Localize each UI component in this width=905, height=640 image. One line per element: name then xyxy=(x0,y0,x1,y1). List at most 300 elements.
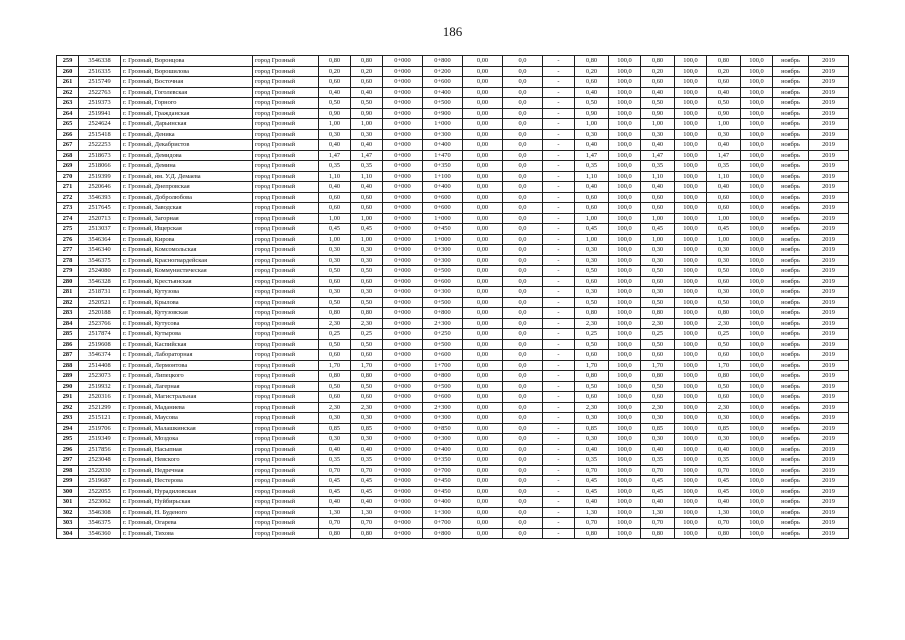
table-cell: 0,45 xyxy=(575,224,609,235)
table-cell: 0,0 xyxy=(503,182,543,193)
table-cell: 0+800 xyxy=(423,56,463,67)
table-cell: 100,0 xyxy=(609,119,641,130)
table-cell: 0+700 xyxy=(423,518,463,529)
table-cell: 2523062 xyxy=(79,497,121,508)
table-cell: 2019 xyxy=(809,329,849,340)
table-cell: г. Грозный, Кутузовская xyxy=(121,308,253,319)
table-cell: 2,30 xyxy=(707,402,741,413)
table-cell: город Грозный xyxy=(253,245,319,256)
table-cell: 100,0 xyxy=(675,224,707,235)
table-cell: 0+300 xyxy=(423,434,463,445)
table-cell: 0,00 xyxy=(463,234,503,245)
table-cell: 0,0 xyxy=(503,108,543,119)
table-cell: 0+000 xyxy=(383,392,423,403)
table-cell: 100,0 xyxy=(675,392,707,403)
table-cell: 0,00 xyxy=(463,255,503,266)
table-cell: 1,30 xyxy=(707,507,741,518)
table-cell: 2019 xyxy=(809,276,849,287)
table-cell: 268 xyxy=(57,150,79,161)
table-cell: г. Грозный, Маусова xyxy=(121,413,253,424)
table-cell: 100,0 xyxy=(741,129,773,140)
table-cell: 100,0 xyxy=(741,171,773,182)
table-row xyxy=(57,308,849,319)
table-cell: город Грозный xyxy=(253,182,319,193)
table-cell: 2019 xyxy=(809,465,849,476)
table-cell: г. Грозный, Днепровская xyxy=(121,182,253,193)
table-cell: 100,0 xyxy=(675,119,707,130)
table-cell: 100,0 xyxy=(609,360,641,371)
table-cell: 0,30 xyxy=(575,413,609,424)
table-cell: - xyxy=(543,182,575,193)
table-cell: 100,0 xyxy=(609,329,641,340)
table-cell: 300 xyxy=(57,486,79,497)
table-cell: 270 xyxy=(57,171,79,182)
table-cell: город Грозный xyxy=(253,434,319,445)
table-cell: 0,45 xyxy=(351,224,383,235)
table-cell: 100,0 xyxy=(741,287,773,298)
table-cell: 0,00 xyxy=(463,87,503,98)
table-cell: - xyxy=(543,108,575,119)
table-cell: 0,80 xyxy=(351,308,383,319)
table-cell: г. Грозный, Загорная xyxy=(121,213,253,224)
table-row xyxy=(57,203,849,214)
table-cell: 0,60 xyxy=(319,192,351,203)
table-cell: 0,40 xyxy=(707,444,741,455)
table-row xyxy=(57,318,849,329)
table-cell: 0+300 xyxy=(423,255,463,266)
table-cell: ноябрь xyxy=(773,518,809,529)
table-cell: 0,00 xyxy=(463,140,503,151)
table-cell: город Грозный xyxy=(253,161,319,172)
table-cell: 0+350 xyxy=(423,455,463,466)
table-cell: 0+000 xyxy=(383,497,423,508)
table-cell: 0,00 xyxy=(463,276,503,287)
table-cell: - xyxy=(543,444,575,455)
table-cell: 0+450 xyxy=(423,476,463,487)
table-cell: 100,0 xyxy=(609,234,641,245)
table-cell: 2019 xyxy=(809,402,849,413)
table-cell: 0,80 xyxy=(351,371,383,382)
table-cell: 292 xyxy=(57,402,79,413)
table-cell: г. Грозный, Воронцова xyxy=(121,56,253,67)
table-cell: 0,50 xyxy=(707,266,741,277)
table-cell: 0,80 xyxy=(641,56,675,67)
table-cell: 0+450 xyxy=(423,224,463,235)
table-cell: 0,40 xyxy=(319,182,351,193)
table-cell: 2520713 xyxy=(79,213,121,224)
table-cell: 0+800 xyxy=(423,371,463,382)
table-cell: - xyxy=(543,297,575,308)
table-cell: 0,50 xyxy=(707,381,741,392)
table-cell: 100,0 xyxy=(675,518,707,529)
table-cell: 100,0 xyxy=(741,87,773,98)
table-cell: 2514408 xyxy=(79,360,121,371)
table-cell: 0+000 xyxy=(383,276,423,287)
table-cell: 0,60 xyxy=(707,203,741,214)
table-cell: 0,30 xyxy=(575,245,609,256)
table-cell: ноябрь xyxy=(773,56,809,67)
table-cell: 0,80 xyxy=(319,371,351,382)
table-cell: 100,0 xyxy=(609,224,641,235)
table-cell: 100,0 xyxy=(609,150,641,161)
table-cell: 0,60 xyxy=(641,276,675,287)
table-cell: 100,0 xyxy=(609,518,641,529)
table-cell: 1,00 xyxy=(575,234,609,245)
table-cell: 0,80 xyxy=(319,56,351,67)
table-cell: г. Грозный, Лагерная xyxy=(121,381,253,392)
table-cell: - xyxy=(543,392,575,403)
table-cell: - xyxy=(543,528,575,539)
table-cell: 2019 xyxy=(809,350,849,361)
table-cell: 0,70 xyxy=(351,465,383,476)
table-cell: г. Грозный, Декабристов xyxy=(121,140,253,151)
table-cell: 100,0 xyxy=(741,150,773,161)
table-cell: 100,0 xyxy=(741,297,773,308)
table-cell: 0,70 xyxy=(319,518,351,529)
table-cell: 0,30 xyxy=(351,413,383,424)
table-row xyxy=(57,402,849,413)
table-cell: 0,00 xyxy=(463,297,503,308)
table-cell: 2019 xyxy=(809,150,849,161)
table-cell: 2019 xyxy=(809,182,849,193)
table-cell: 0,0 xyxy=(503,476,543,487)
table-cell: город Грозный xyxy=(253,192,319,203)
table-cell: 0,0 xyxy=(503,297,543,308)
table-cell: - xyxy=(543,77,575,88)
table-cell: 0,60 xyxy=(575,203,609,214)
table-cell: город Грозный xyxy=(253,381,319,392)
table-cell: 100,0 xyxy=(609,413,641,424)
table-cell: - xyxy=(543,98,575,109)
table-cell: 100,0 xyxy=(675,287,707,298)
table-cell: 1,00 xyxy=(575,119,609,130)
table-cell: 2516335 xyxy=(79,66,121,77)
table-cell: 0+000 xyxy=(383,129,423,140)
table-row xyxy=(57,266,849,277)
table-cell: 0,25 xyxy=(319,329,351,340)
table-cell: 100,0 xyxy=(609,192,641,203)
table-cell: 100,0 xyxy=(609,297,641,308)
table-cell: 298 xyxy=(57,465,79,476)
table-cell: 0,45 xyxy=(575,476,609,487)
table-cell: город Грозный xyxy=(253,77,319,88)
table-cell: 1,00 xyxy=(641,234,675,245)
table-cell: город Грозный xyxy=(253,224,319,235)
table-cell: 0+000 xyxy=(383,255,423,266)
table-cell: 0,30 xyxy=(319,129,351,140)
table-cell: 0,00 xyxy=(463,339,503,350)
table-cell: ноябрь xyxy=(773,224,809,235)
table-cell: 275 xyxy=(57,224,79,235)
table-cell: 0,80 xyxy=(319,308,351,319)
table-cell: 0+000 xyxy=(383,87,423,98)
table-cell: 279 xyxy=(57,266,79,277)
table-cell: 0+800 xyxy=(423,528,463,539)
table-cell: 0,30 xyxy=(575,255,609,266)
table-cell: 0,60 xyxy=(707,392,741,403)
table-cell: 2019 xyxy=(809,528,849,539)
table-cell: 0,80 xyxy=(351,56,383,67)
table-cell: 2019 xyxy=(809,497,849,508)
table-cell: 2,30 xyxy=(319,318,351,329)
table-cell: 0,30 xyxy=(319,255,351,266)
table-cell: 0+350 xyxy=(423,161,463,172)
table-cell: 0+000 xyxy=(383,371,423,382)
table-cell: 2519941 xyxy=(79,108,121,119)
table-cell: 0,00 xyxy=(463,266,503,277)
table-cell: - xyxy=(543,213,575,224)
table-cell: - xyxy=(543,150,575,161)
table-cell: город Грозный xyxy=(253,287,319,298)
table-cell: 0,60 xyxy=(641,77,675,88)
table-cell: 0,85 xyxy=(707,423,741,434)
table-cell: 100,0 xyxy=(675,528,707,539)
table-cell: 299 xyxy=(57,476,79,487)
table-cell: 0+000 xyxy=(383,234,423,245)
table-cell: ноябрь xyxy=(773,465,809,476)
table-cell: - xyxy=(543,224,575,235)
table-cell: 2019 xyxy=(809,108,849,119)
table-cell: ноябрь xyxy=(773,276,809,287)
table-row xyxy=(57,140,849,151)
table-cell: г. Грозный, Дарьинская xyxy=(121,119,253,130)
table-cell: 0,30 xyxy=(351,129,383,140)
table-cell: 0,00 xyxy=(463,402,503,413)
table-cell: 0,60 xyxy=(641,203,675,214)
table-cell: город Грозный xyxy=(253,413,319,424)
table-cell: 0,50 xyxy=(575,297,609,308)
table-cell: 0+000 xyxy=(383,224,423,235)
table-cell: 100,0 xyxy=(609,266,641,277)
table-cell: 0,0 xyxy=(503,213,543,224)
table-cell: 100,0 xyxy=(609,455,641,466)
table-cell: 0,30 xyxy=(351,434,383,445)
table-cell: 1,10 xyxy=(351,171,383,182)
table-cell: г. Грозный, Маданиева xyxy=(121,402,253,413)
table-cell: 296 xyxy=(57,444,79,455)
table-row xyxy=(57,507,849,518)
table-cell: 100,0 xyxy=(675,150,707,161)
table-cell: 0,0 xyxy=(503,434,543,445)
table-cell: 0,40 xyxy=(641,444,675,455)
table-cell: 100,0 xyxy=(741,497,773,508)
table-cell: 2522253 xyxy=(79,140,121,151)
table-cell: город Грозный xyxy=(253,66,319,77)
table-cell: 0,45 xyxy=(641,224,675,235)
table-row xyxy=(57,98,849,109)
table-cell: 0,20 xyxy=(351,66,383,77)
table-row xyxy=(57,66,849,77)
table-cell: 0,40 xyxy=(319,444,351,455)
table-cell: ноябрь xyxy=(773,203,809,214)
table-cell: 2019 xyxy=(809,413,849,424)
table-cell: 1,30 xyxy=(319,507,351,518)
table-cell: 100,0 xyxy=(741,507,773,518)
table-cell: 271 xyxy=(57,182,79,193)
table-cell: 273 xyxy=(57,203,79,214)
table-cell: 100,0 xyxy=(675,129,707,140)
table-cell: - xyxy=(543,318,575,329)
table-cell: 0,40 xyxy=(641,182,675,193)
table-cell: город Грозный xyxy=(253,308,319,319)
table-cell: 2520316 xyxy=(79,392,121,403)
table-cell: 0,00 xyxy=(463,224,503,235)
table-cell: 0,45 xyxy=(351,486,383,497)
table-cell: 2019 xyxy=(809,486,849,497)
table-cell: 0,30 xyxy=(351,255,383,266)
table-cell: город Грозный xyxy=(253,465,319,476)
table-cell: 0+000 xyxy=(383,297,423,308)
table-cell: 0,0 xyxy=(503,255,543,266)
table-cell: 0+000 xyxy=(383,476,423,487)
table-cell: 100,0 xyxy=(675,66,707,77)
table-cell: - xyxy=(543,119,575,130)
table-cell: 100,0 xyxy=(741,486,773,497)
table-cell: 100,0 xyxy=(675,192,707,203)
table-cell: 0,40 xyxy=(351,140,383,151)
table-cell: 0,60 xyxy=(351,392,383,403)
table-cell: - xyxy=(543,161,575,172)
table-cell: 0,35 xyxy=(319,455,351,466)
table-cell: 100,0 xyxy=(609,392,641,403)
table-cell: - xyxy=(543,287,575,298)
table-cell: 0,00 xyxy=(463,56,503,67)
table-row xyxy=(57,213,849,224)
table-cell: ноябрь xyxy=(773,266,809,277)
table-cell: ноябрь xyxy=(773,371,809,382)
table-cell: 1,00 xyxy=(351,234,383,245)
table-cell: ноябрь xyxy=(773,392,809,403)
table-cell: 0,0 xyxy=(503,150,543,161)
table-cell: г. Грозный, Демина xyxy=(121,161,253,172)
table-cell: г. Грозный, Восточная xyxy=(121,77,253,88)
table-cell: город Грозный xyxy=(253,255,319,266)
table-cell: 2019 xyxy=(809,119,849,130)
table-cell: ноябрь xyxy=(773,66,809,77)
table-cell: 0,0 xyxy=(503,402,543,413)
table-cell: 0+000 xyxy=(383,413,423,424)
table-cell: 0,00 xyxy=(463,434,503,445)
table-cell: 0,50 xyxy=(351,297,383,308)
table-cell: 2019 xyxy=(809,66,849,77)
table-cell: 2,30 xyxy=(641,402,675,413)
table-cell: 100,0 xyxy=(741,182,773,193)
table-cell: 0,00 xyxy=(463,77,503,88)
table-cell: 0,00 xyxy=(463,245,503,256)
table-cell: 0,0 xyxy=(503,308,543,319)
table-cell: г. Грозный, Гражданская xyxy=(121,108,253,119)
table-cell: ноябрь xyxy=(773,182,809,193)
table-cell: 1+300 xyxy=(423,507,463,518)
table-cell: 1,00 xyxy=(641,119,675,130)
table-cell: 1,70 xyxy=(575,360,609,371)
table-cell: 1+700 xyxy=(423,360,463,371)
table-cell: 0+700 xyxy=(423,465,463,476)
table-cell: 0,30 xyxy=(319,287,351,298)
table-cell: ноябрь xyxy=(773,245,809,256)
table-cell: 0+600 xyxy=(423,77,463,88)
table-cell: город Грозный xyxy=(253,350,319,361)
table-cell: 2519687 xyxy=(79,476,121,487)
table-cell: 100,0 xyxy=(741,339,773,350)
table-cell: 0,45 xyxy=(641,476,675,487)
table-cell: 295 xyxy=(57,434,79,445)
table-row xyxy=(57,287,849,298)
table-cell: г. Грозный, Магистральная xyxy=(121,392,253,403)
table-cell: 100,0 xyxy=(741,234,773,245)
table-cell: 2019 xyxy=(809,318,849,329)
table-cell: 100,0 xyxy=(609,287,641,298)
table-cell: 0,50 xyxy=(351,339,383,350)
table-cell: 0,70 xyxy=(351,518,383,529)
table-cell: г. Грозный, Липецкого xyxy=(121,371,253,382)
table-cell: 1+100 xyxy=(423,171,463,182)
table-cell: 0,50 xyxy=(319,381,351,392)
table-cell: 0,30 xyxy=(707,245,741,256)
table-cell: 291 xyxy=(57,392,79,403)
table-cell: г. Грозный, Нестерова xyxy=(121,476,253,487)
table-cell: 0,35 xyxy=(707,161,741,172)
table-cell: - xyxy=(543,329,575,340)
table-cell: 0,35 xyxy=(319,161,351,172)
table-row xyxy=(57,276,849,287)
table-cell: город Грозный xyxy=(253,423,319,434)
table-cell: ноябрь xyxy=(773,381,809,392)
table-cell: г. Грозный, Каспийская xyxy=(121,339,253,350)
table-cell: 100,0 xyxy=(741,381,773,392)
table-cell: город Грозный xyxy=(253,98,319,109)
table-cell: 2019 xyxy=(809,423,849,434)
table-cell: ноябрь xyxy=(773,455,809,466)
table-cell: 0,80 xyxy=(575,56,609,67)
table-cell: 0,0 xyxy=(503,350,543,361)
table-cell: 0+000 xyxy=(383,266,423,277)
table-cell: 0,0 xyxy=(503,129,543,140)
table-cell: 100,0 xyxy=(675,507,707,518)
table-cell: 0,80 xyxy=(575,371,609,382)
table-cell: 288 xyxy=(57,360,79,371)
table-cell: 0,35 xyxy=(641,455,675,466)
table-cell: 264 xyxy=(57,108,79,119)
table-body xyxy=(57,56,849,539)
table-cell: 261 xyxy=(57,77,79,88)
table-cell: 0,60 xyxy=(707,276,741,287)
table-cell: 1,00 xyxy=(575,213,609,224)
table-cell: 0,00 xyxy=(463,371,503,382)
table-cell: 0,0 xyxy=(503,392,543,403)
table-cell: 289 xyxy=(57,371,79,382)
table-cell: 278 xyxy=(57,255,79,266)
table-cell: 2519399 xyxy=(79,171,121,182)
table-row xyxy=(57,255,849,266)
table-cell: 2019 xyxy=(809,297,849,308)
table-cell: 100,0 xyxy=(741,56,773,67)
table-cell: 0,40 xyxy=(641,497,675,508)
table-cell: - xyxy=(543,192,575,203)
table-cell: 2524080 xyxy=(79,266,121,277)
table-row xyxy=(57,119,849,130)
table-cell: 0+000 xyxy=(383,329,423,340)
table-cell: 1,30 xyxy=(351,507,383,518)
table-cell: 0,50 xyxy=(641,339,675,350)
table-cell: 100,0 xyxy=(675,213,707,224)
table-cell: 100,0 xyxy=(609,87,641,98)
table-cell: 100,0 xyxy=(675,297,707,308)
table-cell: 0+000 xyxy=(383,465,423,476)
table-cell: 0,00 xyxy=(463,528,503,539)
table-cell: 100,0 xyxy=(741,329,773,340)
table-cell: 0,40 xyxy=(351,497,383,508)
